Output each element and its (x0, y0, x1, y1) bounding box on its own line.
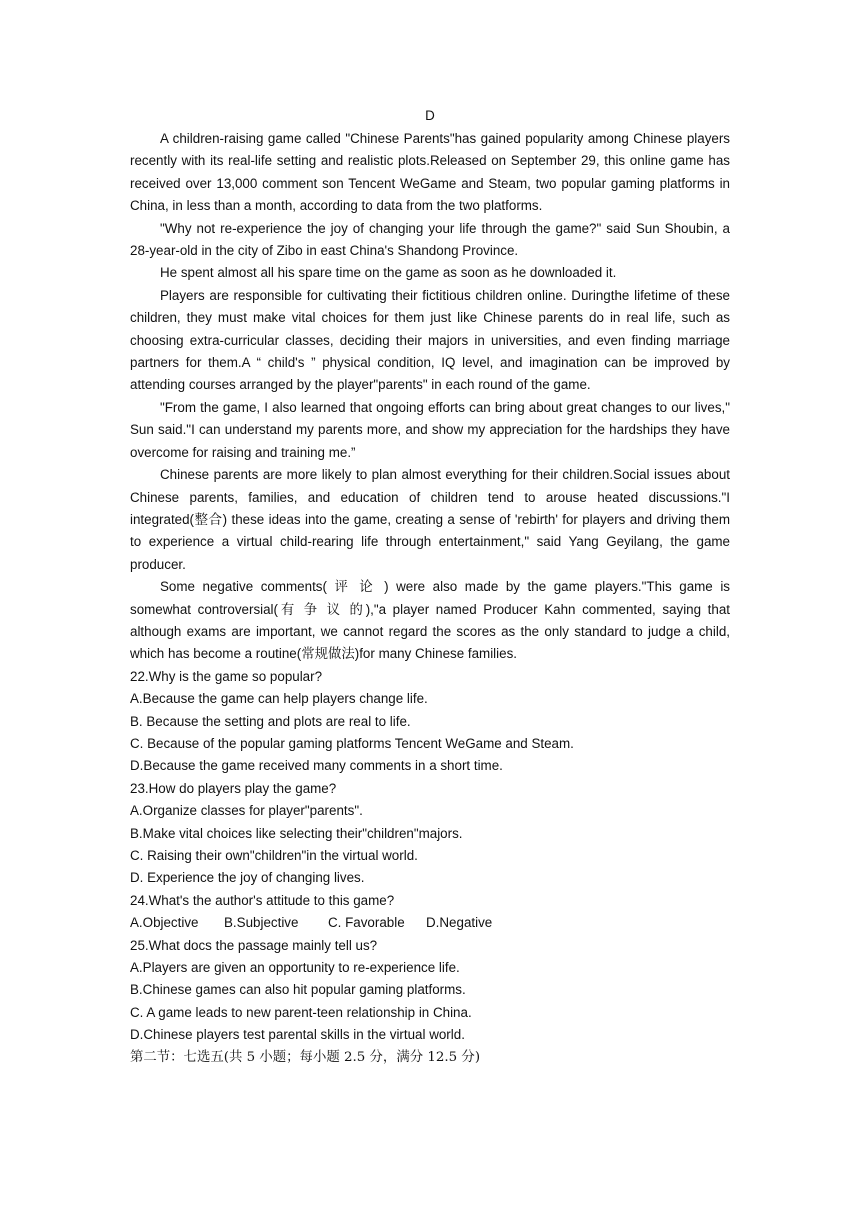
question-stem: 23.How do players play the game? (130, 780, 337, 796)
option-b: B. Because the setting and plots are real to life. (130, 713, 411, 729)
option-c: C. Because of the popular gaming platforms Tencent WeGame and Steam. (130, 735, 574, 751)
question-22 (130, 666, 730, 778)
question-25 (130, 935, 730, 1047)
passage-paragraph: "Why not re-experience the joy of changing your life through the game?" said Sun Shoubin, a 28-year-old in the city of Zibo in east China's Shandong Province. (130, 220, 730, 259)
question-24 (130, 890, 730, 935)
option-a: A.Objective (130, 915, 199, 931)
options-row (130, 912, 730, 934)
passage-paragraph: Chinese parents are more likely to plan almost everything for their children.Social issues about Chinese parents, families, and education of children tend to arouse heated discussions."I integrated(整合) these ideas into the game, creating a sense of 'rebirth' for players and driving them to experience a virtual child-rearing life through entertainment," said Yang Geyilang, the game producer. (130, 467, 730, 572)
option-b: B.Subjective (224, 915, 299, 931)
option-d: D.Because the game received many comments in a short time. (130, 758, 503, 774)
passage-paragraph: He spent almost all his spare time on the game as soon as he downloaded it. (160, 265, 617, 281)
option-d: D. Experience the joy of changing lives. (130, 870, 365, 886)
question-stem: 25.What docs the passage mainly tell us? (130, 937, 378, 953)
option-a: A.Because the game can help players change life. (130, 691, 428, 707)
option-b: B.Make vital choices like selecting their"children"majors. (130, 825, 463, 841)
passage-title: D (425, 108, 435, 123)
passage-paragraph: "From the game, I also learned that ongoing efforts can bring about great changes to our lives," Sun said."I can understand my parents more, and show my appreciation for the hardships they have overcome for raising and training me.” (130, 399, 730, 460)
passage-paragraph: Players are responsible for cultivating their fictitious children online. Duringthe lifetime of these children, they must make vital choices for them just like Chinese parents do in real life, such as choosing extra-curricular classes, deciding their majors in universities, and even finding marriage partners for them.A “ child's ” physical condition, IQ level, and imagination can be improved by attending courses arranged by the player"parents" in each round of the game. (130, 287, 730, 393)
option-c: C. Raising their own"children"in the virtual world. (130, 848, 418, 863)
option-d: D.Chinese players test parental skills in the virtual world. (130, 1027, 465, 1043)
option-c: C. A game leads to new parent-teen relationship in China. (130, 1004, 472, 1020)
option-c: C. Favorable (328, 915, 405, 931)
question-23 (130, 778, 730, 890)
question-stem: 22.Why is the game so popular? (130, 668, 323, 684)
section-heading: 第二节：七选五(共 5 小题；每小题 2.5 分，满分 12.5 分) (130, 1049, 481, 1065)
question-stem: 24.What's the author's attitude to this game? (130, 892, 395, 908)
option-a: A.Organize classes for player"parents". (130, 803, 363, 819)
passage-paragraph: Some negative comments( 评 论 ) were also made by the game players."This game is somewhat controversial(有 争 议 的),"a player named Producer Kahn commented, saying that although exams are important, we cannot regard the scores as the only standard to judge a child, which has become a routine(常规做法)for many Chinese families. (130, 579, 730, 662)
document-page (130, 104, 730, 1069)
option-b: B.Chinese games can also hit popular gaming platforms. (130, 982, 466, 998)
option-d: D.Negative (426, 915, 493, 931)
passage-paragraph: A children-raising game called "Chinese Parents"has gained popularity among Chinese players recently with its real-life setting and realistic plots.Released on September 29, this online game has received over 13,000 comment son Tencent WeGame and Steam, two popular gaming platforms in China, in less than a month, according to data from the two platforms. (130, 131, 730, 214)
option-a: A.Players are given an opportunity to re-experience life. (130, 960, 460, 976)
